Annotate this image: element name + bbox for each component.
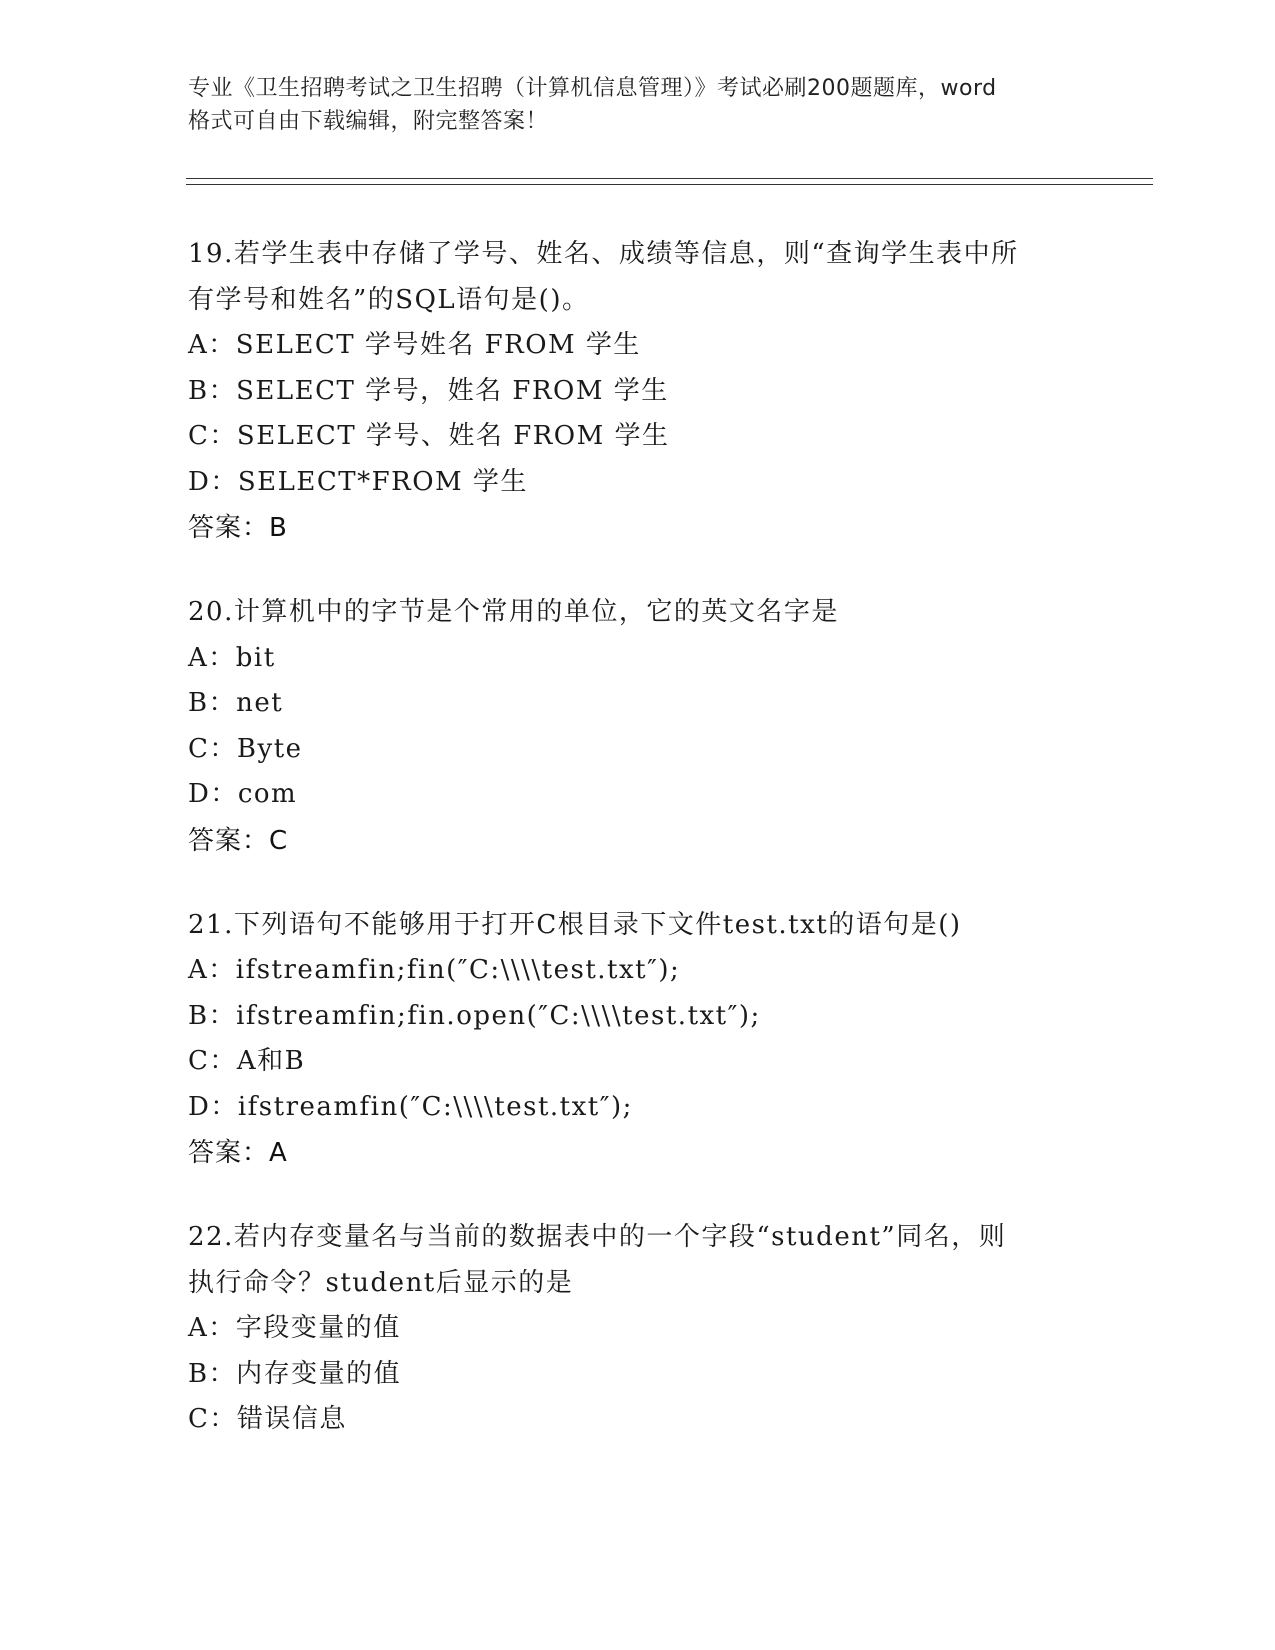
question-stem: 有学号和姓名”的SQL语句是()。 bbox=[188, 284, 590, 315]
answer: 答案：C bbox=[188, 825, 289, 856]
question-19 bbox=[188, 232, 1108, 551]
option-d: D：com bbox=[188, 779, 298, 809]
header-divider-bottom bbox=[186, 184, 1153, 185]
option-c: C：A和B bbox=[188, 1046, 306, 1076]
header-divider-top bbox=[186, 178, 1153, 179]
option-c: C：SELECT 学号、姓名 FROM 学生 bbox=[188, 421, 670, 451]
option-c: C：Byte bbox=[188, 733, 303, 764]
question-stem: 执行命令？student后显示的是 bbox=[188, 1267, 574, 1298]
question-stem: 22.若内存变量名与当前的数据表中的一个字段“student”同名，则 bbox=[188, 1222, 1007, 1252]
option-b: B：net bbox=[188, 688, 284, 718]
question-21 bbox=[188, 903, 1108, 1177]
option-a: A：ifstreamfin;fin(″C:\\\\test.txt″); bbox=[188, 955, 681, 985]
answer: 答案：B bbox=[188, 513, 288, 543]
document-header bbox=[188, 72, 1088, 138]
option-a: A：bit bbox=[188, 642, 276, 673]
option-a: A：字段变量的值 bbox=[188, 1313, 401, 1343]
answer: 答案：A bbox=[188, 1138, 288, 1168]
question-22 bbox=[188, 1215, 1108, 1443]
question-stem: 19.若学生表中存储了学号、姓名、成绩等信息，则“查询学生表中所 bbox=[188, 239, 1019, 269]
question-20 bbox=[188, 590, 1108, 864]
option-b: B：SELECT 学号，姓名 FROM 学生 bbox=[188, 375, 669, 406]
header-line-1: 专业《卫生招聘考试之卫生招聘（计算机信息管理）》考试必刷200题题库，word bbox=[188, 76, 997, 101]
option-d: D：SELECT*FROM 学生 bbox=[188, 466, 528, 497]
option-d: D：ifstreamfin(″C:\\\\test.txt″); bbox=[188, 1091, 633, 1122]
question-list bbox=[188, 232, 1108, 1482]
option-a: A：SELECT 学号姓名 FROM 学生 bbox=[188, 330, 641, 360]
question-stem: 20.计算机中的字节是个常用的单位，它的英文名字是 bbox=[188, 597, 839, 627]
header-line-2: 格式可自由下载编辑，附完整答案！ bbox=[188, 109, 549, 134]
option-b: B：内存变量的值 bbox=[188, 1358, 402, 1389]
option-c: C：错误信息 bbox=[188, 1404, 347, 1434]
question-stem: 21.下列语句不能够用于打开C根目录下文件test.txt的语句是() bbox=[188, 909, 962, 940]
option-b: B：ifstreamfin;fin.open(″C:\\\\test.txt″); bbox=[188, 1000, 761, 1031]
